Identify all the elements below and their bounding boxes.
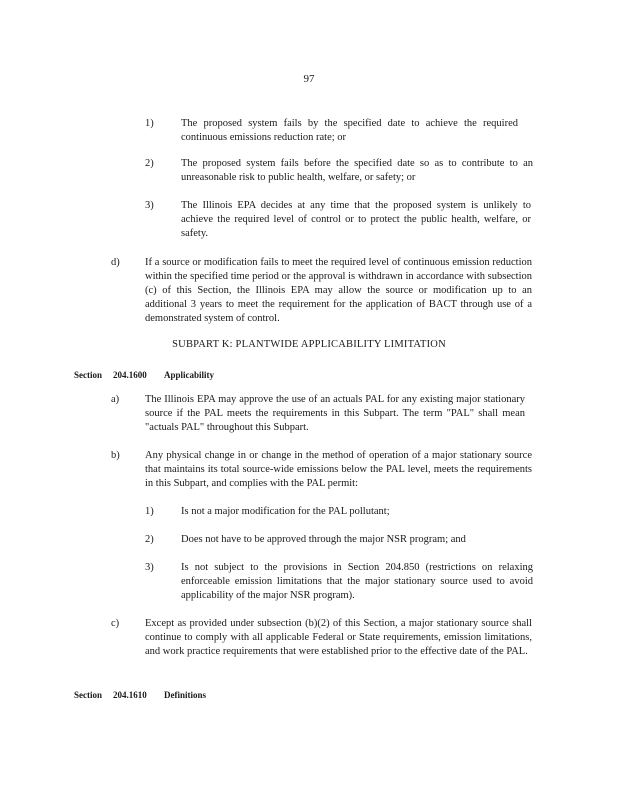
item-label: 1) (145, 118, 154, 129)
item-text: Is not subject to the provisions in Section 204.850 (restrictions on relaxing enforceable emission limitations that the major stationary source used to avoid applicability of the major NSR program). (181, 562, 533, 601)
item-text: Does not have to be approved through the major NSR program; and (181, 534, 466, 545)
paragraph-label: d) (111, 257, 120, 268)
item-label: 3) (145, 200, 154, 211)
page-number: 97 (303, 73, 315, 85)
section-word: Section (74, 370, 102, 380)
item-text: The Illinois EPA decides at any time that the proposed system is unlikely to achieve the required level of control or to protect the public health, welfare, or safety. (181, 200, 531, 239)
section-title: Definitions (164, 690, 207, 700)
section-number: 204.1600 (113, 370, 147, 380)
item-label: 2) (145, 158, 154, 169)
subpart-heading: SUBPART K: PLANTWIDE APPLICABILITY LIMITATION (172, 339, 446, 350)
item-text: Is not a major modification for the PAL pollutant; (181, 506, 390, 517)
paragraph-label: c) (111, 618, 120, 629)
paragraph-text: The Illinois EPA may approve the use of an actuals PAL for any existing major stationary source if the PAL meets the requirements in this Subpart. The term "PAL" shall mean "actuals PAL" throughout this Subpart. (145, 394, 525, 433)
section-title: Applicability (164, 370, 215, 380)
item-text: The proposed system fails by the specified date to achieve the required continuous emissions reduction rate; or (181, 118, 518, 143)
paragraph-text: If a source or modification fails to meet the required level of continuous emission reduction within the specified time period or the approval is withdrawn in accordance with subsection (c) of this Section, the Illinois EPA may allow the source or modification up to an additional 3 years to meet the requirement for the application of BACT through use of a demonstrated system of control. (145, 257, 532, 324)
section-word: Section (74, 690, 102, 700)
paragraph-text: Except as provided under subsection (b)(2) of this Section, a major stationary source shall continue to comply with all applicable Federal or State requirements, emission limitations, and work practice requirements that were established prior to the effective date of the PAL. (145, 618, 532, 657)
item-text: The proposed system fails before the specified date so as to contribute to an unreasonable risk to public health, welfare, or safety; or (181, 158, 533, 183)
section-number: 204.1610 (113, 690, 147, 700)
item-label: 2) (145, 534, 154, 545)
paragraph-label: a) (111, 394, 120, 405)
item-label: 3) (145, 562, 154, 573)
item-label: 1) (145, 506, 154, 517)
paragraph-label: b) (111, 450, 120, 461)
paragraph-text: Any physical change in or change in the method of operation of a major stationary source that maintains its total source-wide emissions below the PAL level, meets the requirements in this Subpart, and complies with the PAL permit: (145, 450, 532, 489)
